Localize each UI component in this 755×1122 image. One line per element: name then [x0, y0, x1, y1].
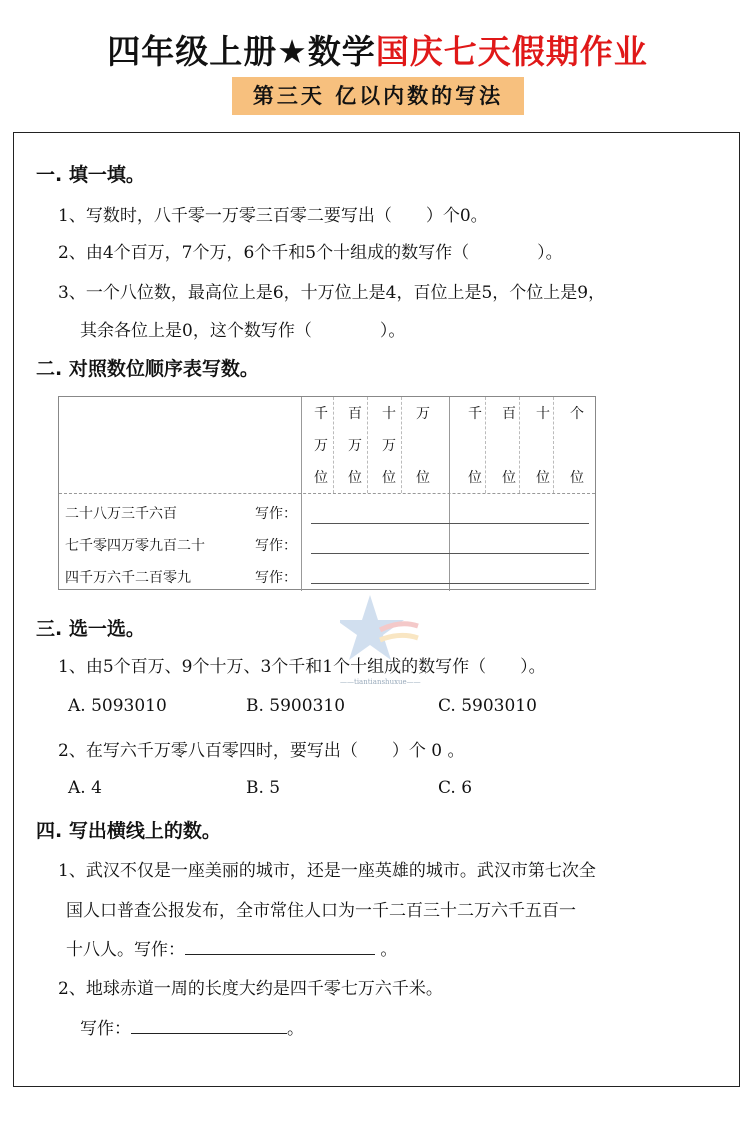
row-write-label: 写作： [255, 506, 297, 522]
section3-q2-option-c[interactable]: C. 6 [438, 778, 473, 798]
place-value-table [58, 396, 596, 590]
end-mark: 。 [287, 1019, 304, 1039]
section1-question3-line1: 3、一个八位数，最高位上是6，十万位上是4，百位上是5，个位上是9， [58, 283, 606, 303]
section3-q1-option-a[interactable]: A. 5093010 [68, 696, 167, 716]
row-answer-line[interactable] [311, 583, 589, 584]
place-header-top: 千 [468, 406, 482, 422]
title-part-black: 四年级上册★数学 [107, 32, 376, 71]
section4-question1-line3 [66, 935, 397, 960]
section2-heading: 二. 对照数位顺序表写数。 [36, 358, 259, 380]
place-header-top: 十 [382, 406, 396, 422]
answer-blank[interactable] [185, 938, 375, 955]
row-write-label: 写作： [255, 570, 297, 586]
row-number-words: 七千零四万零九百二十 [65, 538, 205, 554]
place-header-bot: 位 [502, 470, 516, 486]
place-header-bot: 位 [314, 470, 328, 486]
section1-question2: 2、由4个百万，7个万，6个千和5个十组成的数写作（ ）。 [58, 243, 563, 263]
table-header-separator [59, 493, 595, 494]
place-header-top: 十 [536, 406, 550, 422]
place-header-top: 千 [314, 406, 328, 422]
section4-question2: 2、地球赤道一周的长度大约是四千零七万六千米。 [58, 979, 443, 999]
place-divider [553, 397, 554, 493]
place-divider [485, 397, 486, 493]
place-header-bot: 位 [382, 470, 396, 486]
place-header-top: 个 [570, 406, 584, 422]
section1-question3-line2: 其余各位上是0，这个数写作（ ）。 [80, 321, 406, 341]
section3-q2-option-a[interactable]: A. 4 [68, 778, 102, 798]
section4-question1-line2: 国人口普查公报发布，全市常住人口为一千二百三十二万六千五百一 [66, 901, 576, 921]
place-divider [401, 397, 402, 493]
row-number-words: 四千万六千二百零九 [65, 570, 191, 586]
section3-q1-option-b[interactable]: B. 5900310 [246, 696, 346, 716]
section1-heading: 一. 填一填。 [36, 164, 145, 186]
place-header-bot: 位 [570, 470, 584, 486]
place-header-bot: 位 [468, 470, 482, 486]
row-write-label: 写作： [255, 538, 297, 554]
watermark-text: ——tiantianshuxue—— [340, 678, 421, 686]
place-header-mid: 万 [348, 438, 362, 454]
place-header-bot: 位 [536, 470, 550, 486]
section3-q2-option-b[interactable]: B. 5 [246, 778, 281, 798]
title-part-red: 国庆七天假期作业 [375, 32, 648, 71]
place-divider [333, 397, 334, 493]
section3-question1: 1、由5个百万、9个十万、3个千和1个十组成的数写作（ ）。 [58, 657, 546, 677]
section3-heading: 三. 选一选。 [36, 618, 145, 640]
section1-question1: 1、写数时，八千零一万零三百零二要写出（ ）个0。 [58, 206, 488, 226]
place-divider [367, 397, 368, 493]
section3-question2: 2、在写六千万零八百零四时，要写出（ ）个 0 。 [58, 741, 465, 761]
section4-question1-line1: 1、武汉不仅是一座美丽的城市，还是一座英雄的城市。武汉市第七次全 [58, 861, 596, 881]
row-answer-line[interactable] [311, 553, 589, 554]
place-header-top: 万 [416, 406, 430, 422]
write-label: 写作： [80, 1019, 131, 1039]
place-divider [519, 397, 520, 493]
worksheet-title [0, 26, 755, 73]
table-divider-label [301, 397, 302, 591]
answer-blank[interactable] [131, 1017, 287, 1034]
row-number-words: 二十八万三千六百 [65, 506, 177, 522]
section4-question2-answer [80, 1014, 304, 1039]
row-answer-line[interactable] [311, 523, 589, 524]
section3-q1-option-c[interactable]: C. 5903010 [438, 696, 537, 716]
table-divider-group [449, 397, 450, 591]
day-subtitle-banner: 第三天 亿以内数的写法 [232, 77, 524, 115]
end-mark: 。 [380, 940, 398, 960]
place-header-mid: 万 [314, 438, 328, 454]
place-header-top: 百 [502, 406, 516, 422]
place-header-mid: 万 [382, 438, 396, 454]
place-header-bot: 位 [348, 470, 362, 486]
place-header-bot: 位 [416, 470, 430, 486]
place-header-top: 百 [348, 406, 362, 422]
section4-heading: 四. 写出横线上的数。 [36, 820, 221, 842]
write-label: 十八人。写作： [66, 940, 185, 960]
